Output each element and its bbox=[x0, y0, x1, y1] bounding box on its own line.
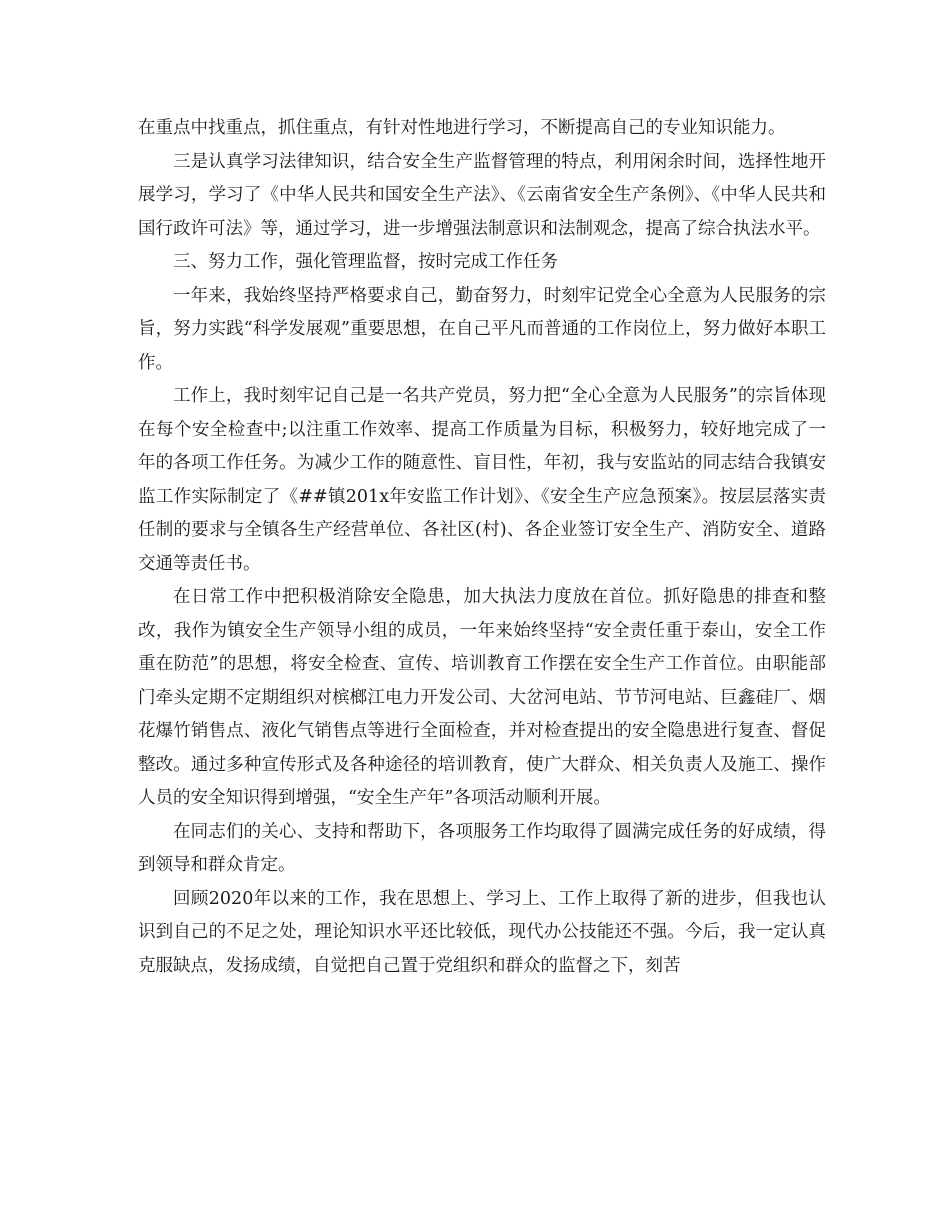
paragraph-continuation: 在重点中找重点，抓住重点，有针对性地进行学习，不断提高自己的专业知识能力。 bbox=[138, 118, 786, 138]
paragraph-law-study: 三是认真学习法律知识，结合安全生产监督管理的特点，利用闲余时间，选择性地开展学习，学习了《中华人民共和国安全生产法》、《云南省安全生产条例》、《中华人民共和国行政许可法》等，通过学习，进一步增强法制意识和法制观念，提高了综合执法水平。 bbox=[138, 151, 826, 239]
document-body bbox=[138, 112, 826, 983]
paragraph-review: 回顾2020年以来的工作，我在思想上、学习上、工作上取得了新的进步，但我也认识到自己的不足之处，理论知识水平还比较低，现代办公技能还不强。今后，我一定认真克服缺点，发扬成绩，自觉把自己置于党组织和群众的监督之下，刻苦 bbox=[138, 888, 826, 976]
paragraph-work-duties: 工作上，我时刻牢记自己是一名共产党员，努力把“全心全意为人民服务”的宗旨体现在每个安全检查中;以注重工作效率、提高工作质量为目标，积极努力，较好地完成了一年的各项工作任务。为减少工作的随意性、盲目性，年初，我与安监站的同志结合我镇安监工作实际制定了《##镇201x年安监工作计划》、《安全生产应急预案》。按层层落实责任制的要求与全镇各生产经营单位、各社区(村)、各企业签订安全生产、消防安全、道路交通等责任书。 bbox=[138, 386, 826, 574]
section-heading-work: 三、努力工作，强化管理监督，按时完成工作任务 bbox=[173, 252, 558, 272]
paragraph-achievements: 在同志们的关心、支持和帮助下，各项服务工作均取得了圆满完成任务的好成绩，得到领导和群众肯定。 bbox=[138, 821, 826, 875]
paragraph-year-summary: 一年来，我始终坚持严格要求自己，勤奋努力，时刻牢记党全心全意为人民服务的宗旨，努力实践“科学发展观”重要思想，在自己平凡而普通的工作岗位上，努力做好本职工作。 bbox=[138, 285, 826, 373]
paragraph-hazard-inspection: 在日常工作中把积极消除安全隐患，加大执法力度放在首位。抓好隐患的排查和整改，我作为镇安全生产领导小组的成员，一年来始终坚持“安全责任重于泰山，安全工作重在防范”的思想，将安全检查、宣传、培训教育工作摆在安全生产工作首位。由职能部门牵头定期不定期组织对槟榔江电力开发公司、大岔河电站、节节河电站、巨鑫硅厂、烟花爆竹销售点、液化气销售点等进行全面检查，并对检查提出的安全隐患进行复查、督促整改。通过多种宣传形式及各种途径的培训教育，使广大群众、相关负责人及施工、操作人员的安全知识得到增强，“安全生产年”各项活动顺利开展。 bbox=[138, 587, 826, 808]
